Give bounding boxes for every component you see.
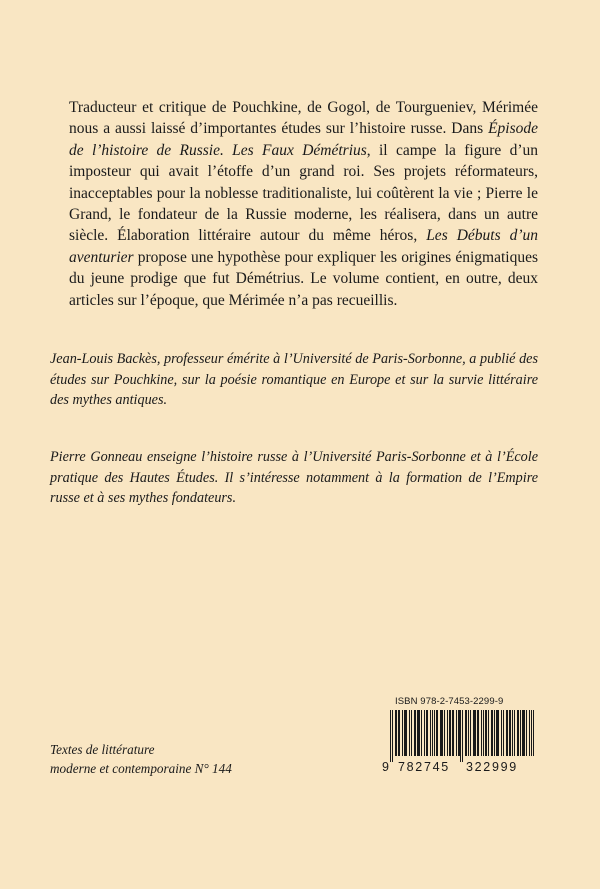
isbn-label: ISBN 978-2-7453-2299-9 bbox=[395, 696, 504, 707]
series-line-1: Textes de littérature bbox=[50, 742, 155, 757]
barcode-bars bbox=[390, 710, 536, 762]
barcode-digit-lead: 9 bbox=[382, 760, 389, 774]
barcode-digit-group-2: 322999 bbox=[466, 760, 518, 774]
author-bio-gonneau: Pierre Gonneau enseigne l’histoire russe à l’Université Paris-Sorbonne et à l’École pratique des Hautes Études. Il s’intéresse notamment à la formation de l’Empire russe et à ses mythes fondateurs. bbox=[50, 449, 538, 507]
series-label bbox=[50, 741, 310, 778]
barcode-digit-group-1: 782745 bbox=[398, 760, 450, 774]
blurb-title-faux-demetrius: Épisode de l’histoire de Russie. Les Faux Démétrius bbox=[69, 120, 538, 159]
blurb-title-debuts-aventurier: Les Débuts d’un aventurier bbox=[69, 227, 538, 266]
series-line-2: moderne et contemporaine N° 144 bbox=[50, 760, 232, 776]
blurb-text-3: propose une hypothèse pour expliquer les origines énigmatiques du jeune prodige que fut Démétrius. Le volume contient, en outre, deux articles sur l’époque, que Mérimée n’a pas recueillis. bbox=[69, 248, 538, 309]
blurb-text-1: Traducteur et critique de Pouchkine, de Gogol, de Tourgueniev, Mérimée nous a aussi laissé d’importantes études sur l’histoire russe. Dans bbox=[69, 99, 538, 138]
blurb-text-2: , il campe la figure d’un imposteur qui avait l’étoffe d’un grand roi. Ses projets réformateurs, inacceptables pour la noblesse traditionaliste, lui coûtèrent la vie ; Pierre le Grand, le fondateur de la Russie moderne, les réalisera, dans un autre siècle. Élaboration littéraire autour du même héros, bbox=[69, 141, 538, 245]
back-cover-blurb bbox=[69, 97, 538, 311]
author-bio-backes: Jean-Louis Backès, professeur émérite à l’Université de Paris-Sorbonne, a publié des études sur Pouchkine, sur la poésie romantique en Europe et sur la survie littéraire des mythes antiques. bbox=[50, 351, 538, 409]
